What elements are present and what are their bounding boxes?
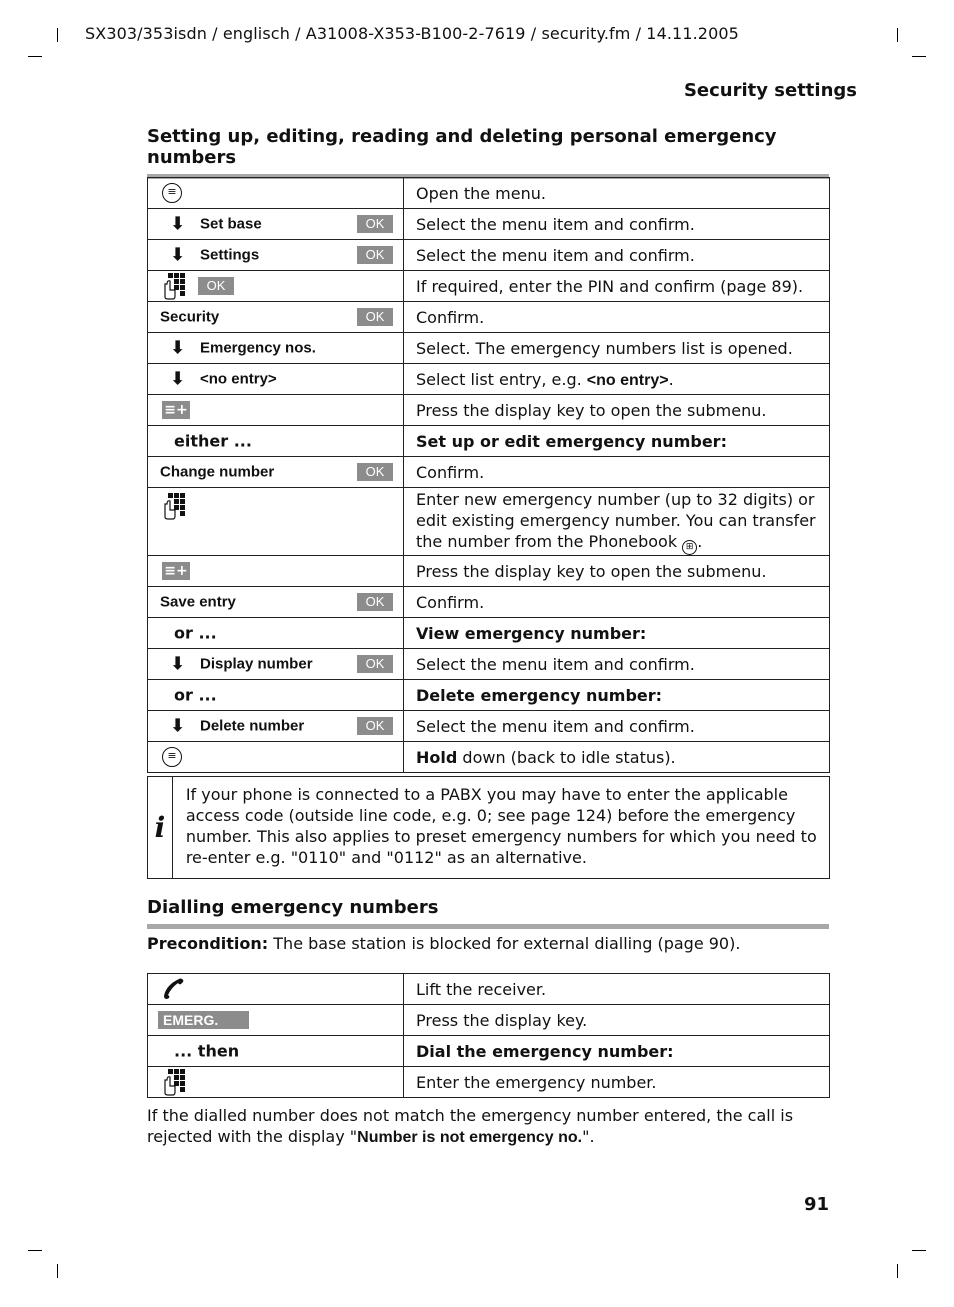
branch-label: ... then (174, 1041, 240, 1061)
heading-personal-emergency-numbers: Setting up, editing, reading and deleting personal emergency numbers (147, 126, 829, 179)
keypad-icon (162, 1068, 190, 1096)
step-description: Select the menu item and confirm. (404, 649, 830, 680)
table-row (148, 587, 830, 618)
table-row (148, 488, 830, 556)
step-description: Hold down (back to idle status). (404, 742, 830, 773)
section-title: Security settings (683, 80, 857, 101)
table-row (148, 457, 830, 488)
table-row (148, 271, 830, 302)
branch-label: or ... (174, 623, 217, 643)
step-description: Set up or edit emergency number: (404, 426, 830, 457)
submenu-icon: ≡+ (162, 562, 190, 580)
table-row (148, 711, 830, 742)
table-row (148, 649, 830, 680)
step-description: Confirm. (404, 587, 830, 618)
ok-key: OK (357, 717, 393, 735)
arrow-down-icon: ⬇ (170, 653, 186, 675)
page-number: 91 (803, 1194, 829, 1215)
step-description: Enter new emergency number (up to 32 digits) or edit existing emergency number. You can transfer the number from the Phonebook ⊞ . (404, 488, 830, 556)
table-row (148, 742, 830, 773)
step-description: Confirm. (404, 302, 830, 333)
keypad-icon (162, 492, 190, 520)
submenu-icon: ≡+ (162, 401, 190, 419)
info-icon: i (148, 777, 173, 878)
table-row (148, 974, 830, 1005)
step-description: Press the display key. (404, 1005, 830, 1036)
ok-key: OK (198, 277, 234, 295)
precondition: Precondition: The base station is blocked for external dialling (page 90). (147, 934, 741, 953)
step-description: Lift the receiver. (404, 974, 830, 1005)
crop-mark (57, 28, 58, 42)
ok-key: OK (357, 593, 393, 611)
step-description: Open the menu. (404, 178, 830, 209)
table-row (148, 556, 830, 587)
step-description: Select the menu item and confirm. (404, 240, 830, 271)
step-description: Select. The emergency numbers list is opened. (404, 333, 830, 364)
table-row (148, 1067, 830, 1098)
menu-icon: ≡ (162, 183, 182, 203)
crop-mark (912, 1250, 926, 1251)
info-note (147, 776, 830, 879)
step-description: View emergency number: (404, 618, 830, 649)
branch-label: either ... (174, 431, 252, 451)
steps-table-dialling (147, 973, 830, 1098)
arrow-down-icon: ⬇ (170, 337, 186, 359)
table-row (148, 240, 830, 271)
table-row (148, 395, 830, 426)
table-row (148, 333, 830, 364)
crop-mark (897, 28, 898, 42)
step-description: Enter the emergency number. (404, 1067, 830, 1098)
table-row (148, 364, 830, 395)
step-description: Select the menu item and confirm. (404, 209, 830, 240)
menu-item-label: Delete number (200, 717, 305, 735)
step-description: Select list entry, e.g. <no entry>. (404, 364, 830, 395)
ok-key: OK (357, 655, 393, 673)
menu-item-label: <no entry> (200, 370, 277, 388)
handset-icon (162, 977, 186, 1001)
table-row (148, 302, 830, 333)
menu-item-label: Security (160, 308, 220, 326)
emergency-display-key: EMERG. (158, 1011, 249, 1029)
end-call-icon: ≡ (162, 747, 182, 767)
ok-key: OK (357, 463, 393, 481)
menu-item-label: Set base (200, 215, 262, 233)
crop-mark (912, 56, 926, 57)
ok-key: OK (357, 308, 393, 326)
heading-dialling-emergency-numbers: Dialling emergency numbers (147, 897, 829, 929)
crop-mark (28, 56, 42, 57)
crop-mark (897, 1264, 898, 1278)
phonebook-icon: ⊞ (682, 540, 697, 555)
step-description: Dial the emergency number: (404, 1036, 830, 1067)
branch-label: or ... (174, 685, 217, 705)
table-row (148, 1036, 830, 1067)
crop-mark (57, 1264, 58, 1278)
closing-paragraph: If the dialled number does not match the emergency number entered, the call is rejected with the display "Number is not emergency no.". (147, 1106, 794, 1146)
menu-item-label: Change number (160, 463, 275, 481)
step-description: Press the display key to open the submenu. (404, 556, 830, 587)
ok-key: OK (357, 215, 393, 233)
menu-item-label: Settings (200, 246, 260, 264)
table-row (148, 680, 830, 711)
crop-mark (28, 1250, 42, 1251)
arrow-down-icon: ⬇ (170, 244, 186, 266)
table-row (148, 209, 830, 240)
menu-item-label: Save entry (160, 593, 236, 611)
arrow-down-icon: ⬇ (170, 715, 186, 737)
table-row (148, 178, 830, 209)
note-text: If your phone is connected to a PABX you may have to enter the applicable access code (outside line code, e.g. 0; see page 124) before the emergency number. This also applies to preset emergency numbers for which you need to re-enter e.g. "0110" and "0112" as an alternative. (185, 785, 817, 867)
arrow-down-icon: ⬇ (170, 368, 186, 390)
step-description: Confirm. (404, 457, 830, 488)
arrow-down-icon: ⬇ (170, 213, 186, 235)
step-description: Press the display key to open the submenu. (404, 395, 830, 426)
table-row (148, 1005, 830, 1036)
steps-table-emergency-numbers (147, 177, 830, 773)
table-row (148, 618, 830, 649)
table-row (148, 426, 830, 457)
menu-item-label: Display number (200, 655, 313, 673)
step-description: If required, enter the PIN and confirm (page 89). (404, 271, 830, 302)
keypad-icon (162, 272, 190, 300)
step-description: Delete emergency number: (404, 680, 830, 711)
running-head: SX303/353isdn / englisch / A31008-X353-B100-2-7619 / security.fm / 14.11.2005 (85, 24, 739, 43)
ok-key: OK (357, 246, 393, 264)
menu-item-label: Emergency nos. (200, 339, 316, 357)
step-description: Select the menu item and confirm. (404, 711, 830, 742)
